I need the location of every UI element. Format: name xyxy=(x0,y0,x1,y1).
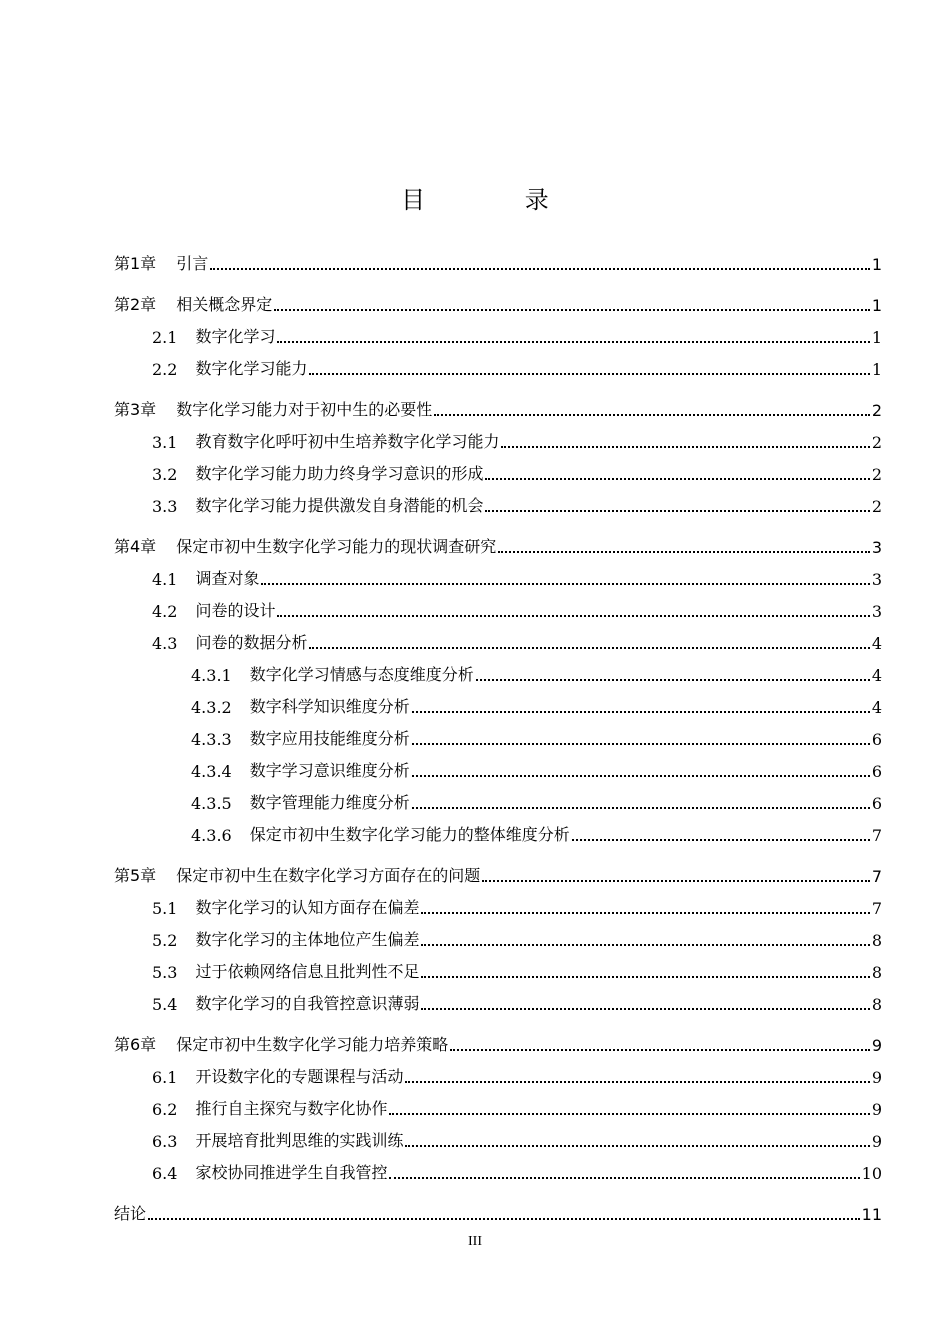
toc-entry[interactable] xyxy=(114,890,882,918)
toc-entry-label: 数字科学知识维度分析 xyxy=(249,697,410,716)
toc-entry-label: 数字学习意识维度分析 xyxy=(249,761,410,780)
dot-leader xyxy=(405,1067,869,1083)
toc-entry-label: 保定市初中生数字化学习能力的整体维度分析 xyxy=(249,825,570,844)
toc-entry-number: 5.4 xyxy=(152,995,178,1014)
toc-entry[interactable] xyxy=(114,625,882,653)
toc-entry[interactable] xyxy=(114,488,882,516)
toc-entry[interactable] xyxy=(114,689,882,717)
toc-entry-label: 数字化学习 xyxy=(195,327,276,346)
toc-entry-page-number: 8 xyxy=(871,995,882,1014)
toc-entry[interactable] xyxy=(114,246,882,274)
dot-leader xyxy=(309,633,869,649)
toc-entry-number: 第6章 xyxy=(114,1035,157,1054)
toc-entry-number: 5.2 xyxy=(152,931,178,950)
toc-entry[interactable] xyxy=(114,753,882,781)
toc-entry-number: 3.2 xyxy=(152,465,178,484)
toc-entry-page-number: 7 xyxy=(871,899,882,918)
toc-entry[interactable] xyxy=(114,721,882,749)
dot-leader xyxy=(501,432,869,448)
toc-entry-label: 数字化学习情感与态度维度分析 xyxy=(249,665,474,684)
toc-entry-page-number: 9 xyxy=(871,1036,882,1055)
toc-entry-label: 问卷的设计 xyxy=(195,601,276,620)
toc-entry-label: 数字化学习的自我管控意识薄弱 xyxy=(195,994,420,1013)
toc-entry[interactable] xyxy=(114,287,882,315)
toc-entry-page-number: 6 xyxy=(871,794,882,813)
dot-leader xyxy=(485,464,869,480)
toc-entry-number: 3.3 xyxy=(152,497,178,516)
toc-entry-number: 4.3 xyxy=(152,634,178,653)
dot-leader xyxy=(572,825,870,841)
toc-entry-number: 6.3 xyxy=(152,1132,178,1151)
toc-entry[interactable] xyxy=(114,954,882,982)
dot-leader xyxy=(405,1131,869,1147)
toc-entry[interactable] xyxy=(114,817,882,845)
toc-entry-number: 4.3.5 xyxy=(191,794,232,813)
toc-entry[interactable] xyxy=(114,1091,882,1119)
toc-entry[interactable] xyxy=(114,858,882,886)
toc-entry-label: 过于依赖网络信息且批判性不足 xyxy=(195,962,420,981)
toc-entry[interactable] xyxy=(114,319,882,347)
toc-entry-label: 开设数字化的专题课程与活动 xyxy=(195,1067,404,1086)
toc-entry[interactable] xyxy=(114,561,882,589)
dot-leader xyxy=(412,793,870,809)
toc-entry-label: 数字应用技能维度分析 xyxy=(249,729,410,748)
toc-entry-label: 引言 xyxy=(176,254,209,273)
toc-entry-page-number: 4 xyxy=(871,634,882,653)
toc-entry[interactable] xyxy=(114,1196,882,1224)
toc-entry-label: 开展培育批判思维的实践训练 xyxy=(195,1131,404,1150)
toc-entry-page-number: 1 xyxy=(871,360,882,379)
toc-entry-page-number: 1 xyxy=(871,296,882,315)
toc-entry-number: 第3章 xyxy=(114,400,157,419)
dot-leader xyxy=(277,601,869,617)
toc-entry-page-number: 10 xyxy=(861,1164,882,1183)
toc-entry-number: 4.3.4 xyxy=(191,762,232,781)
dot-leader xyxy=(450,1035,870,1051)
toc-entry[interactable] xyxy=(114,1059,882,1087)
dot-leader xyxy=(482,866,870,882)
toc-entry-page-number: 3 xyxy=(871,602,882,621)
toc-entry-number: 4.3.1 xyxy=(191,666,232,685)
dot-leader xyxy=(476,665,870,681)
toc-entry-page-number: 4 xyxy=(871,698,882,717)
dot-leader xyxy=(148,1204,860,1220)
toc-entry-number: 4.2 xyxy=(152,602,178,621)
toc-entry-page-number: 9 xyxy=(871,1132,882,1151)
dot-leader xyxy=(421,898,869,914)
toc-entry-label: 数字管理能力维度分析 xyxy=(249,793,410,812)
toc-entry-number: 6.1 xyxy=(152,1068,178,1087)
dot-leader xyxy=(277,327,869,343)
dot-leader xyxy=(412,761,870,777)
dot-leader xyxy=(434,400,870,416)
dot-leader xyxy=(389,1099,869,1115)
toc-entry-label: 相关概念界定 xyxy=(176,295,273,314)
toc-entry-number: 第2章 xyxy=(114,295,157,314)
toc-entry-page-number: 6 xyxy=(871,762,882,781)
toc-entry-label: 数字化学习能力对于初中生的必要性 xyxy=(176,400,433,419)
toc-entry-number: 第4章 xyxy=(114,537,157,556)
toc-entry-page-number: 2 xyxy=(871,465,882,484)
dot-leader xyxy=(210,254,870,270)
toc-entry-label: 数字化学习能力 xyxy=(195,359,308,378)
toc-entry-number: 4.3.3 xyxy=(191,730,232,749)
dot-leader xyxy=(412,697,870,713)
toc-entry-number: 第1章 xyxy=(114,254,157,273)
dot-leader xyxy=(498,537,870,553)
page-title: 目 录 xyxy=(401,186,595,214)
toc-entry[interactable] xyxy=(114,392,882,420)
toc-entry-page-number: 9 xyxy=(871,1100,882,1119)
toc-entry-page-number: 7 xyxy=(871,826,882,845)
dot-leader xyxy=(421,962,869,978)
toc-entry-number: 4.1 xyxy=(152,570,178,589)
toc-entry-label: 问卷的数据分析 xyxy=(195,633,308,652)
toc-entry[interactable] xyxy=(114,456,882,484)
toc-entry-page-number: 2 xyxy=(871,433,882,452)
dot-leader xyxy=(261,569,869,585)
toc-entry[interactable] xyxy=(114,424,882,452)
toc-entry-number: 4.3.6 xyxy=(191,826,232,845)
toc-entry-number: 5.1 xyxy=(152,899,178,918)
toc-entry-label: 数字化学习能力提供激发自身潜能的机会 xyxy=(195,496,484,515)
toc-entry-page-number: 3 xyxy=(871,538,882,557)
toc-entry-label: 数字化学习的认知方面存在偏差 xyxy=(195,898,420,917)
toc-entry-page-number: 8 xyxy=(871,963,882,982)
toc-entry-page-number: 9 xyxy=(871,1068,882,1087)
toc-entry-label: 推行自主探究与数字化协作 xyxy=(195,1099,388,1118)
toc-entry-label: 调查对象 xyxy=(195,569,260,588)
toc-entry[interactable] xyxy=(114,657,882,685)
dot-leader xyxy=(412,729,870,745)
toc-entry-number: 4.3.2 xyxy=(191,698,232,717)
dot-leader xyxy=(309,359,869,375)
toc-entry-label: 保定市初中生数字化学习能力培养策略 xyxy=(176,1035,449,1054)
toc-entry-label: 结论 xyxy=(114,1204,147,1223)
toc-entry-page-number: 11 xyxy=(861,1205,882,1224)
toc-entry-number: 5.3 xyxy=(152,963,178,982)
toc-entry-number: 2.2 xyxy=(152,360,178,379)
toc-entry[interactable] xyxy=(114,986,882,1014)
toc-entry[interactable] xyxy=(114,785,882,813)
toc-entry-number: 3.1 xyxy=(152,433,178,452)
toc-entry[interactable] xyxy=(114,1155,882,1183)
toc-entry-page-number: 1 xyxy=(871,328,882,347)
dot-leader xyxy=(421,930,869,946)
toc-entry-page-number: 3 xyxy=(871,570,882,589)
toc-entry[interactable] xyxy=(114,593,882,621)
toc-entry-label: 家校协同推进学生自我管控 xyxy=(195,1163,388,1182)
toc-entry-page-number: 2 xyxy=(871,497,882,516)
toc-entry-label: 教育数字化呼吁初中生培养数字化学习能力 xyxy=(195,432,500,451)
toc-entry-page-number: 7 xyxy=(871,867,882,886)
toc-entry-number: 6.4 xyxy=(152,1164,178,1183)
toc-entry[interactable] xyxy=(114,922,882,950)
toc-entry-label: 保定市初中生在数字化学习方面存在的问题 xyxy=(176,866,481,885)
toc-entry-number: 6.2 xyxy=(152,1100,178,1119)
toc-entry-label: 保定市初中生数字化学习能力的现状调查研究 xyxy=(176,537,497,556)
toc-entry-page-number: 8 xyxy=(871,931,882,950)
toc-entry-page-number: 6 xyxy=(871,730,882,749)
dot-leader xyxy=(389,1163,859,1179)
toc-entry[interactable] xyxy=(114,351,882,379)
toc-entry-page-number: 2 xyxy=(871,401,882,420)
toc-entry-label: 数字化学习的主体地位产生偏差 xyxy=(195,930,420,949)
toc-entry-number: 第5章 xyxy=(114,866,157,885)
toc-entry-label: 数字化学习能力助力终身学习意识的形成 xyxy=(195,464,484,483)
toc-entry[interactable] xyxy=(114,1123,882,1151)
dot-leader xyxy=(274,295,870,311)
toc-entry[interactable] xyxy=(114,1027,882,1055)
dot-leader xyxy=(485,496,869,512)
toc-entry-page-number: 1 xyxy=(871,255,882,274)
toc-entry[interactable] xyxy=(114,529,882,557)
dot-leader xyxy=(421,994,869,1010)
toc-entry-page-number: 4 xyxy=(871,666,882,685)
page-number-footer: III xyxy=(468,1234,482,1249)
toc-entry-number: 2.1 xyxy=(152,328,178,347)
